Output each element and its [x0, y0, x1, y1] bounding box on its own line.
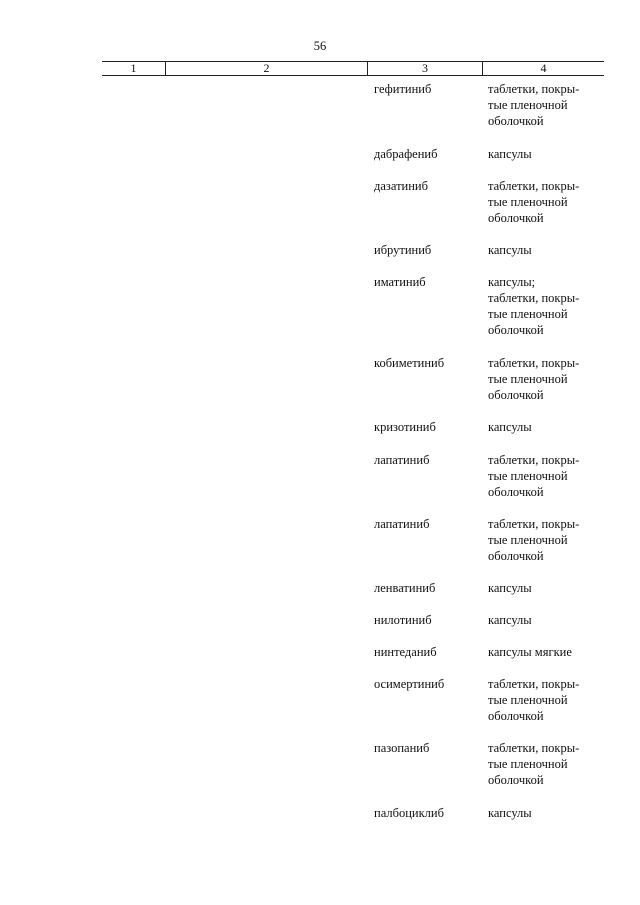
table-body [0, 81, 640, 837]
table-row [0, 516, 640, 580]
drug-name: осимертиниб [374, 677, 445, 691]
dosage-form: таблетки, покры- тые пленочной оболочкой [488, 517, 580, 563]
table-row [0, 178, 640, 242]
table-row [0, 81, 640, 146]
drug-name: ленватиниб [374, 581, 436, 595]
dosage-form: таблетки, покры- тые пленочной оболочкой [488, 677, 580, 723]
dosage-form: капсулы [488, 147, 532, 161]
dosage-form: капсулы [488, 613, 532, 627]
dosage-form: таблетки, покры- тые пленочной оболочкой [488, 356, 580, 402]
drug-name: дазатиниб [374, 179, 428, 193]
dosage-form: таблетки, покры- тые пленочной оболочкой [488, 453, 580, 499]
table-row [0, 355, 640, 419]
page-number: 56 [313, 39, 327, 53]
dosage-form: капсулы [488, 420, 532, 434]
drug-name: палбоциклиб [374, 806, 444, 820]
column-header-1: 1 [102, 62, 166, 75]
drug-name: лапатиниб [374, 517, 430, 531]
table-row [0, 740, 640, 805]
dosage-form: таблетки, покры- тые пленочной оболочкой [488, 741, 580, 787]
table-row [0, 419, 640, 452]
dosage-form: таблетки, покры- тые пленочной оболочкой [488, 82, 580, 128]
column-header-2: 2 [166, 62, 368, 75]
drug-name: иматиниб [374, 275, 426, 289]
dosage-form: капсулы мягкие [488, 645, 572, 659]
drug-name: нилотиниб [374, 613, 432, 627]
table-row [0, 805, 640, 837]
drug-name: дабрафениб [374, 147, 438, 161]
dosage-form: капсулы [488, 581, 532, 595]
drug-name: нинтеданиб [374, 645, 437, 659]
table-header-row [102, 61, 604, 76]
table-row [0, 612, 640, 644]
table-row [0, 580, 640, 612]
table-row [0, 242, 640, 274]
table-row [0, 146, 640, 178]
drug-name: ибрутиниб [374, 243, 432, 257]
table-row [0, 676, 640, 740]
dosage-form: таблетки, покры- тые пленочной оболочкой [488, 179, 580, 225]
dosage-form: капсулы [488, 806, 532, 820]
drug-name: кобиметиниб [374, 356, 445, 370]
table-row [0, 274, 640, 355]
drug-name: пазопаниб [374, 741, 430, 755]
column-header-4: 4 [540, 61, 547, 75]
dosage-form: капсулы; таблетки, покры- тые пленочной оболочкой [488, 275, 580, 337]
table-row [0, 644, 640, 676]
drug-name: гефитиниб [374, 82, 432, 96]
drug-name: лапатиниб [374, 453, 430, 467]
dosage-form: капсулы [488, 243, 532, 257]
drug-name: кризотиниб [374, 420, 436, 434]
table-row [0, 452, 640, 516]
column-header-3: 3 [368, 62, 483, 75]
